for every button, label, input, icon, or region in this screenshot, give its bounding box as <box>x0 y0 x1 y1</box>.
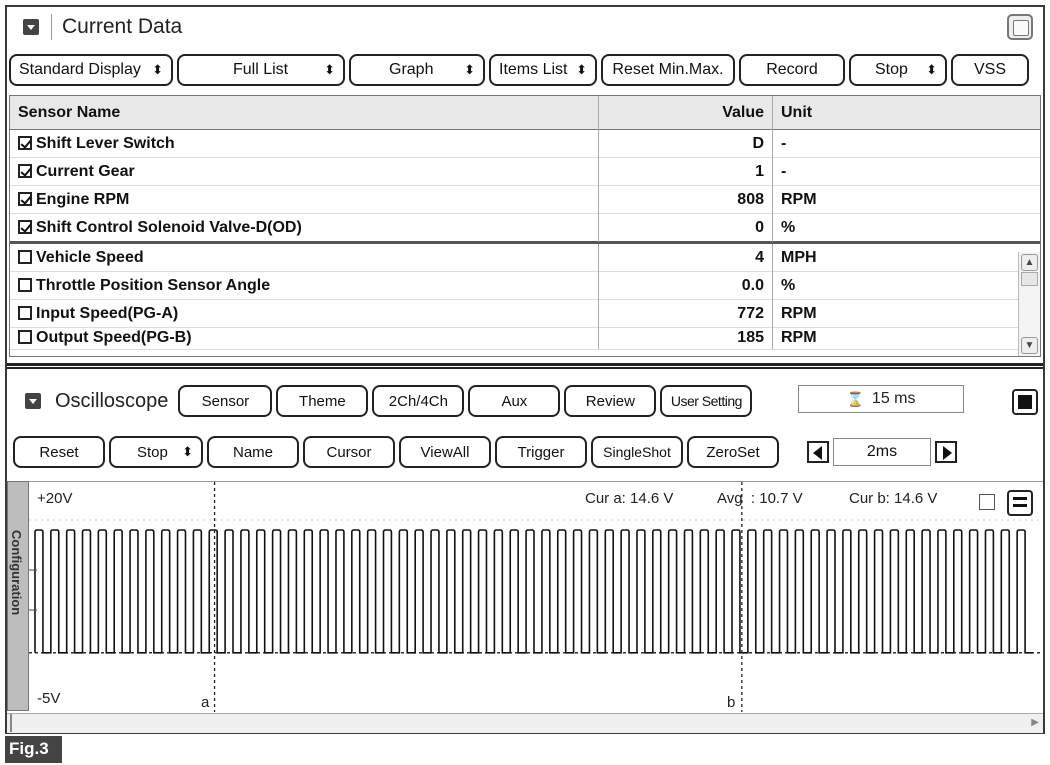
table-row[interactable] <box>10 272 1040 300</box>
waveform-trace <box>35 530 1033 653</box>
sensor-name-cell <box>10 135 598 153</box>
checkbox-checked[interactable] <box>18 192 32 206</box>
sensor-unit: % <box>772 214 1016 242</box>
scan-tool-window <box>5 5 1045 734</box>
standard-display-select[interactable] <box>9 54 173 86</box>
dropdown-arrows-icon: ⬍ <box>152 62 163 77</box>
user-setting-button[interactable]: User Setting <box>660 385 752 417</box>
sensor-name: Vehicle Speed <box>36 248 144 266</box>
sensor-name-cell <box>10 328 598 350</box>
scope-stop-label: Stop <box>137 443 168 461</box>
table-vertical-scrollbar[interactable] <box>1018 252 1040 356</box>
graph-label: Graph <box>389 61 434 78</box>
cursor-b-readout: Cur b: 14.6 V <box>849 490 938 507</box>
y-min-label: -5V <box>37 690 61 707</box>
channel-options-bar <box>1013 497 1027 500</box>
sensor-name-cell <box>10 305 598 323</box>
cursor-button[interactable]: Cursor <box>303 436 395 468</box>
sensor-name-cell <box>10 219 598 237</box>
scope-stop-select[interactable] <box>109 436 203 468</box>
stop-select[interactable] <box>849 54 947 86</box>
table-header <box>10 96 1040 130</box>
name-button[interactable]: Name <box>207 436 299 468</box>
sensor-table <box>9 95 1041 357</box>
dropdown-arrows-icon: ⬍ <box>182 444 193 459</box>
sensor-button[interactable]: Sensor <box>178 385 272 417</box>
stop-label: Stop <box>875 61 908 78</box>
stop-capture-icon[interactable] <box>1012 389 1038 415</box>
view-all-button[interactable]: ViewAll <box>399 436 491 468</box>
configuration-tab-label: Configuration <box>9 530 24 616</box>
cursor-b-marker: b <box>727 694 736 711</box>
table-row[interactable] <box>10 328 1040 350</box>
checkbox-unchecked[interactable] <box>18 330 32 344</box>
scope-horizontal-scrollbar[interactable] <box>7 713 1043 733</box>
collapse-oscilloscope-icon[interactable] <box>25 393 41 409</box>
sensor-name-cell <box>10 277 598 295</box>
vss-button[interactable]: VSS <box>951 54 1029 86</box>
channel-visible-checkbox[interactable] <box>979 494 995 510</box>
hourglass-icon: ⌛ <box>846 390 864 407</box>
full-list-label: Full List <box>233 61 289 78</box>
current-data-title: Current Data <box>62 15 183 38</box>
checkbox-checked[interactable] <box>18 220 32 234</box>
sensor-name: Output Speed(PG-B) <box>36 329 192 346</box>
sample-time-value: 15 ms <box>871 390 916 407</box>
oscilloscope-toolbar <box>13 436 957 472</box>
review-button[interactable]: Review <box>564 385 656 417</box>
sensor-unit: - <box>772 130 1016 158</box>
toolbar-spacer <box>783 436 803 472</box>
col-unit-header[interactable]: Unit <box>772 96 1016 130</box>
current-data-toolbar <box>9 54 1029 90</box>
time-div-value[interactable]: 2ms <box>833 438 931 466</box>
scroll-right-icon[interactable]: ▶ <box>1031 717 1039 728</box>
dropdown-arrows-icon: ⬍ <box>576 62 587 77</box>
figure-label: Fig.3 <box>5 736 62 763</box>
graph-select[interactable] <box>349 54 485 86</box>
dropdown-arrows-icon: ⬍ <box>324 62 335 77</box>
average-readout: Avg : 10.7 V <box>717 490 803 507</box>
header-separator <box>51 14 52 40</box>
table-row[interactable] <box>10 158 1040 186</box>
sensor-unit: - <box>772 158 1016 186</box>
reset-button[interactable]: Reset <box>13 436 105 468</box>
standard-display-label: Standard Display <box>19 61 141 78</box>
table-row[interactable] <box>10 214 1040 244</box>
sensor-name: Input Speed(PG-A) <box>36 304 179 322</box>
checkbox-unchecked[interactable] <box>18 278 32 292</box>
sensor-name: Current Gear <box>36 162 135 180</box>
current-data-header <box>7 7 1043 47</box>
collapse-current-data-icon[interactable] <box>23 19 39 35</box>
sensor-value: 1 <box>598 158 772 186</box>
checkbox-unchecked[interactable] <box>18 306 32 320</box>
zero-set-button[interactable]: ZeroSet <box>687 436 779 468</box>
time-div-decrease-icon[interactable] <box>807 441 829 463</box>
checkbox-checked[interactable] <box>18 136 32 150</box>
checkbox-checked[interactable] <box>18 164 32 178</box>
sensor-value: 0 <box>598 214 772 242</box>
sensor-name: Shift Control Solenoid Valve-D(OD) <box>36 218 302 236</box>
sensor-unit: RPM <box>772 328 1016 350</box>
sensor-name-cell <box>10 249 598 267</box>
waveform-svg <box>29 482 1043 712</box>
sensor-value: 0.0 <box>598 272 772 300</box>
sensor-value: 185 <box>598 328 772 350</box>
table-row[interactable] <box>10 186 1040 214</box>
channel-2ch-4ch-button[interactable]: 2Ch/4Ch <box>372 385 464 417</box>
table-row[interactable] <box>10 300 1040 328</box>
oscilloscope-header-buttons <box>178 385 752 417</box>
table-row[interactable] <box>10 130 1040 158</box>
single-shot-button[interactable]: SingleShot <box>591 436 683 468</box>
scroll-down-icon[interactable]: ▼ <box>1021 337 1038 354</box>
sensor-value: 808 <box>598 186 772 214</box>
sensor-value: 4 <box>598 244 772 272</box>
panel-splitter[interactable] <box>7 363 1043 369</box>
sensor-name: Shift Lever Switch <box>36 134 175 152</box>
full-list-select[interactable] <box>177 54 345 86</box>
oscilloscope-title: Oscilloscope <box>55 389 169 412</box>
channel-options-icon[interactable] <box>1007 490 1033 516</box>
dropdown-arrows-icon: ⬍ <box>464 62 475 77</box>
cursor-a-marker: a <box>201 694 210 711</box>
table-row[interactable] <box>10 244 1040 272</box>
sample-time-display[interactable] <box>798 385 964 413</box>
oscilloscope-display[interactable] <box>29 481 1043 711</box>
configuration-tab[interactable] <box>7 481 29 711</box>
items-list-label: Items List <box>499 61 568 78</box>
sensor-name: Engine RPM <box>36 190 130 208</box>
sensor-name: Throttle Position Sensor Angle <box>36 276 271 294</box>
aux-button[interactable]: Aux <box>468 385 560 417</box>
sensor-unit: % <box>772 272 1016 300</box>
trigger-button[interactable]: Trigger <box>495 436 587 468</box>
col-sensor-name-header[interactable]: Sensor Name <box>18 103 121 121</box>
theme-button[interactable]: Theme <box>276 385 368 417</box>
dropdown-arrows-icon: ⬍ <box>926 62 937 77</box>
maximize-icon[interactable] <box>1007 14 1033 40</box>
sensor-value: D <box>598 130 772 158</box>
scroll-up-icon[interactable]: ▲ <box>1021 254 1038 271</box>
cursor-a-readout: Cur a: 14.6 V <box>585 490 674 507</box>
checkbox-unchecked[interactable] <box>18 250 32 264</box>
sensor-unit: RPM <box>772 186 1016 214</box>
reset-min-max-button[interactable]: Reset Min.Max. <box>601 54 735 86</box>
sensor-name-cell <box>10 191 598 209</box>
record-button[interactable]: Record <box>739 54 845 86</box>
time-div-increase-icon[interactable] <box>935 441 957 463</box>
sensor-unit: MPH <box>772 244 1016 272</box>
col-value-header[interactable]: Value <box>598 96 772 130</box>
sensor-name-cell <box>10 163 598 181</box>
sensor-unit: RPM <box>772 300 1016 328</box>
channel-options-bar <box>1013 504 1027 507</box>
items-list-select[interactable] <box>489 54 597 86</box>
sensor-value: 772 <box>598 300 772 328</box>
scroll-thumb[interactable] <box>1021 272 1038 286</box>
scroll-thumb[interactable] <box>10 714 12 732</box>
y-max-label: +20V <box>37 490 73 507</box>
